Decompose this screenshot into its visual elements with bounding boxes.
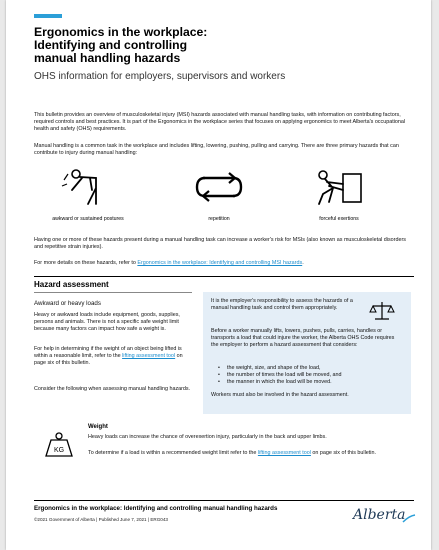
weight-icon-wrap <box>44 432 74 463</box>
msi-hazards-link[interactable]: Ergonomics in the workplace: Identifying and controlling MSI hazards <box>137 260 303 266</box>
weight-text-2-prefix: To determine if a load is within a recommended weight limit refer to the <box>88 450 258 456</box>
section-underline <box>34 292 192 293</box>
callout-bullet-list <box>211 365 403 387</box>
list-item: • the manner in which the load will be moved. <box>218 379 332 386</box>
weight-text-2-suffix: on page six of this bulletin. <box>310 450 376 456</box>
document-page <box>6 0 431 550</box>
intro-paragraph-1: This bulletin provides an overview of musculoskeletal injury (MSI) hazards associated with manual handling tasks, with information on contributing factors, required controls and best practices. It is part of the Ergonomics in the workplace series that focuses on applying ergonomics to meet Alberta's occupational health and safety (OHS) requirements. <box>34 112 406 133</box>
risk-paragraph: Having one or more of these hazards present during a manual handling task can increase a worker's risk for MSIs (also known as musculoskeletal disorders and repetitive strain injuries). <box>34 237 406 251</box>
loads-paragraph-1: Heavy or awkward loads include equipment, goods, supplies, persons and animals. There is not a specific safe weight limit because many factors can impact how safe a weight is. <box>34 312 180 333</box>
hazard-item-forceful <box>309 164 369 215</box>
hazard-item-postures <box>58 164 118 215</box>
lifting-tool-link-2[interactable]: lifting assessment tool <box>257 450 311 456</box>
intro-paragraph-2: Manual handling is a common task in the workplace and includes lifting, lowering, pushing, pulling and carrying. There are three primary hazards that can contribute to injury during manual handling: <box>34 143 399 157</box>
alberta-logo: Alberta <box>353 507 406 523</box>
title-line-3: manual handling hazards <box>34 51 181 65</box>
list-item: • the number of times the load will be moved, and <box>218 372 342 379</box>
section-divider <box>34 276 414 277</box>
logo-swoosh-icon <box>402 514 416 524</box>
page-subtitle: OHS information for employers, supervisors and workers <box>34 71 286 82</box>
lifting-tool-link[interactable]: lifting assessment tool <box>122 353 176 360</box>
more-details-prefix: For more details on these hazards, refer to <box>34 260 138 266</box>
footer-meta: ©2021 Government of Alberta | Published June 7, 2021 | ERG043 <box>34 517 168 522</box>
section-title-hazard-assessment: Hazard assessment <box>34 280 109 289</box>
scales-of-justice-icon <box>369 300 395 322</box>
weight-title: Weight <box>88 424 108 430</box>
pushing-worker-icon <box>309 164 369 210</box>
loads-paragraph-2 <box>34 346 192 368</box>
weight-text-1: Heavy loads can increase the chance of overexertion injury, particularly in the back and upper limbs. <box>88 434 327 440</box>
footer-title: Ergonomics in the workplace: Identifying and controlling manual handling hazards <box>34 505 278 512</box>
svg-text:KG: KG <box>53 447 65 454</box>
bent-worker-icon <box>58 164 118 210</box>
list-item: • the weight, size, and shape of the load, <box>218 365 321 371</box>
hazard-item-repetition <box>189 164 249 215</box>
subsection-title-loads: Awkward or heavy loads <box>34 300 101 307</box>
footer-divider <box>34 500 414 501</box>
more-details-suffix: . <box>302 260 304 266</box>
loads-paragraph-3: Consider the following when assessing manual handling hazards. <box>34 386 191 392</box>
callout-paragraph-3: Workers must also be involved in the hazard assessment. <box>211 392 349 398</box>
callout-paragraph-1: It is the employer's responsibility to assess the hazards of a manual handling task and control them appropriately. <box>211 298 353 312</box>
hazard-label-postures: awkward or sustained postures <box>52 216 124 222</box>
repetition-arrows-icon <box>189 164 249 210</box>
title-line-2: Identifying and controlling <box>34 38 188 52</box>
employer-responsibility-callout <box>203 292 411 414</box>
loads-p2-suffix: on page six of this bulletin. <box>34 353 183 367</box>
kettlebell-weight-icon <box>44 432 74 458</box>
weight-text-2 <box>88 450 418 457</box>
callout-paragraph-2: Before a worker manually lifts, lowers, pushes, pulls, carries, handles or transports a load that could injure the worker, the Alberta OHS Code requires the employer to perform a hazard assessment that considers: <box>211 328 395 349</box>
more-details-paragraph <box>34 260 412 267</box>
loads-p2-prefix: For help in determining if the weight of an object being lifted is within a reasonable limit, refer to the <box>34 346 182 360</box>
title-line-1: Ergonomics in the workplace: <box>34 25 208 39</box>
accent-bar <box>34 14 62 18</box>
hazard-label-forceful: forceful exertions <box>319 216 359 222</box>
hazard-label-repetition: repetition <box>208 216 230 222</box>
page-title <box>34 26 414 65</box>
